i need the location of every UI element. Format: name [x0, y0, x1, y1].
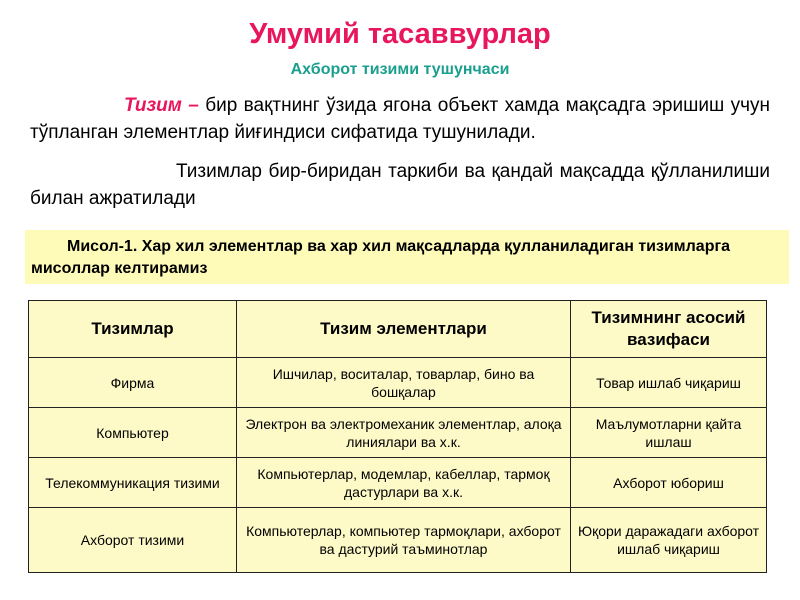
table-cell: Маълумотларни қайта ишлаш	[571, 408, 767, 458]
distinction-paragraph	[30, 158, 770, 212]
table-row	[29, 358, 767, 408]
systems-table	[28, 300, 767, 573]
table-cell: Электрон ва электромеханик элементлар, алоқа линиялари ва х.к.	[237, 408, 571, 458]
header-elements: Тизим элементлари	[237, 301, 571, 358]
table-row	[29, 458, 767, 508]
table-header-row	[29, 301, 767, 358]
table-cell: Ахборот юбориш	[571, 458, 767, 508]
page-subtitle: Ахборот тизими тушунчаси	[290, 61, 510, 78]
table-cell: Компьютер	[29, 408, 237, 458]
definition-paragraph	[30, 92, 770, 146]
table-cell: Юқори даражадаги ахборот ишлаб чиқариш	[571, 508, 767, 573]
table-cell: Товар ишлаб чиқариш	[571, 358, 767, 408]
table-row	[29, 508, 767, 573]
table-row	[29, 408, 767, 458]
definition-term: Тизим –	[124, 95, 199, 116]
table-cell: Ахборот тизими	[29, 508, 237, 573]
example-text: Мисол-1. Хар хил элементлар ва хар хил мақсадларда қулланиладиган тизимларга мисоллар келтирамиз	[31, 238, 731, 277]
table-cell: Телекоммуникация тизими	[29, 458, 237, 508]
header-systems: Тизимлар	[29, 301, 237, 358]
header-function: Тизимнинг асосий вазифаси	[571, 301, 767, 358]
page-title: Умумий тасаввурлар	[249, 18, 551, 50]
table-cell: Ишчилар, воситалар, товарлар, бино ва бошқалар	[237, 358, 571, 408]
table-cell: Компьютерлар, компьютер тармоқлари, ахборот ва дастурий таъминотлар	[237, 508, 571, 573]
table-cell: Фирма	[29, 358, 237, 408]
example-box	[25, 230, 789, 284]
definition-text: бир вақтнинг ўзида ягона объект хамда мақсадга эришиш учун тўпланган элементлар йиғиндиси сифатида тушунилади.	[30, 95, 770, 143]
table-cell: Компьютерлар, модемлар, кабеллар, тармоқ дастурлари ва х.к.	[237, 458, 571, 508]
distinction-text: Тизимлар бир-биридан таркиби ва қандай мақсадда қўлланилиши билан ажратилади	[30, 161, 770, 209]
